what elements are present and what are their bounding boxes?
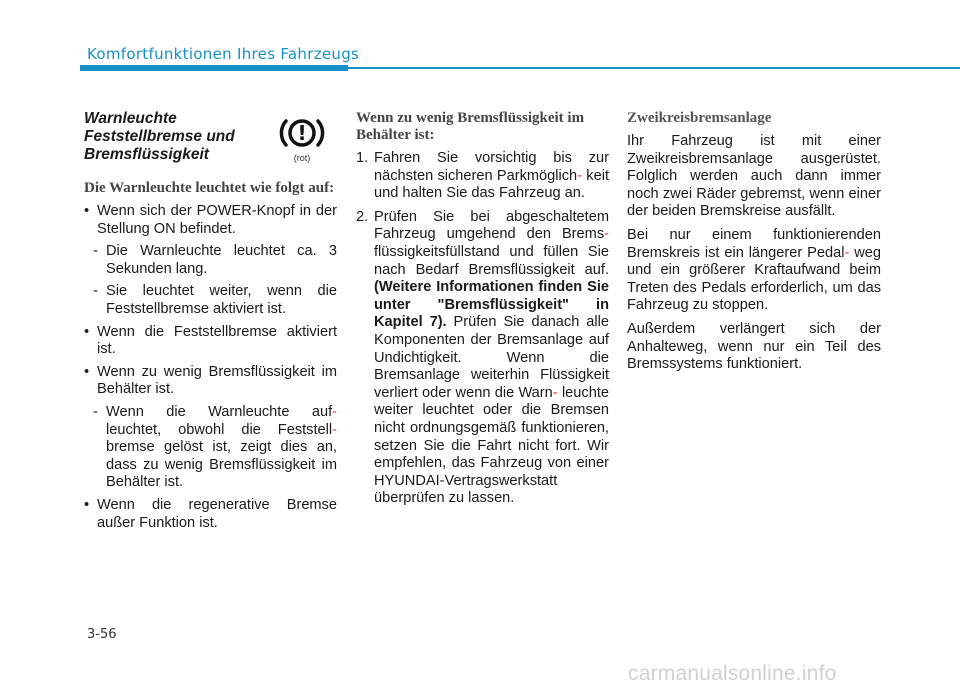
list-item: • Wenn die Feststellbremse aktiviert ist.: [84, 324, 337, 359]
list-item: • Wenn zu wenig Bremsflüssigkeit im Behälter ist.: [84, 364, 337, 399]
column-warning-light: [84, 110, 337, 537]
brake-warning-glyph: !: [297, 121, 307, 145]
sub-list-item: - Die Warnleuchte leuchtet ca. 3 Sekunden lang.: [84, 243, 337, 278]
cross-reference: (Weitere Informationen finden Sie unter "Bremsflüssigkeit" in Kapitel 7).: [374, 279, 609, 331]
paragraph: Ihr Fahrzeug ist mit einer Zweikreisbremsanlage ausgerüstet. Folglich werden auch dann immer noch zwei Räder gebremst, wenn einer der beiden Bremskreise ausfällt.: [627, 133, 881, 220]
column-low-brake-fluid: [356, 110, 609, 514]
header-divider-line: [348, 67, 960, 69]
section-title-warning-light: Warnleuchte Feststellbremse und Bremsflüssigkeit: [84, 110, 235, 163]
section-heading-dual-circuit: Zweikreisbremsanlage: [627, 110, 772, 126]
watermark: carmanualsonline.info: [628, 662, 837, 685]
paragraph: Bei nur einem funktionierenden Bremskreis ist ein längerer Pedal- weg und ein größerer Kraftaufwand beim Treten des Pedals erforderlich, um das Fahrzeug zu stoppen.: [627, 226, 881, 314]
list-item: • Wenn die regenerative Bremse außer Funktion ist.: [84, 497, 337, 532]
paragraph: Außerdem verlängert sich der Anhalteweg, wenn nur ein Teil des Bremssystems funktioniert.: [627, 320, 881, 373]
icon-caption: (rot): [293, 153, 311, 163]
subheading-warning-conditions: Die Warnleuchte leuchtet wie folgt auf:: [84, 180, 335, 196]
list-item: • Wenn sich der POWER-Knopf in der Stellung ON befindet.: [84, 203, 337, 238]
numbered-step-2: 2. Prüfen Sie bei abgeschaltetem Fahrzeug umgehend den Brems- flüssigkeitsfüllstand und füllen Sie nach Bedarf Bremsflüssigkeit auf. (Weitere Informationen finden Sie unter "Bremsflüssigkeit" in Kapitel 7). Prüfen Sie danach alle Komponenten der Bremsanlage auf Undichtigkeit. Wenn die Bremsanlage weiterhin Flüssigkeit verliert oder wenn die Warn- leuchte weiter leuchtet oder die Bremsen nicht ordnungsgemäß funktionieren, setzen Sie die Fahrt nicht fort. Wir empfehlen, das Fahrzeug von einer HYUNDAI-Vertragswerkstatt überprüfen zu lassen.: [356, 208, 609, 507]
header-title: Komfortfunktionen Ihres Fahrzeugs: [87, 45, 360, 63]
section-heading-low-fluid: Wenn zu wenig Bremsflüssigkeit im Behälter ist:: [356, 110, 585, 143]
sub-list-item: - Wenn die Warnleuchte auf- leuchtet, obwohl die Feststell- bremse gelöst ist, zeigt dies an, dass zu wenig Bremsflüssigkeit im Behälter ist.: [84, 404, 337, 492]
header-accent-bar: [80, 65, 348, 71]
column-dual-circuit: [627, 110, 881, 380]
brake-warning-icon: [277, 113, 327, 153]
brake-warning-indicator: [271, 113, 333, 169]
page-number: 3-56: [87, 627, 117, 642]
sub-list-item: - Sie leuchtet weiter, wenn die Feststellbremse aktiviert ist.: [84, 283, 337, 318]
numbered-step-1: 1. Fahren Sie vorsichtig bis zur nächsten sicheren Parkmöglich- keit und halten Sie das Fahrzeug an.: [356, 150, 610, 202]
